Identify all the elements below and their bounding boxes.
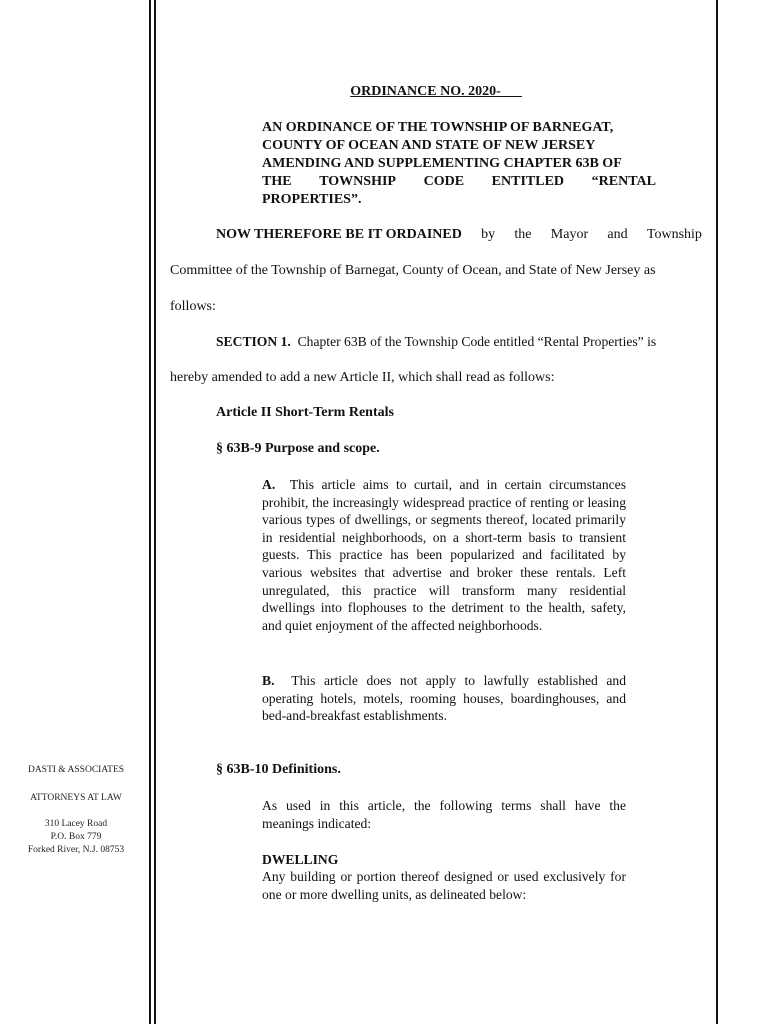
firm-address-line3: Forked River, N.J. 08753 bbox=[27, 845, 125, 855]
heading-line-1 bbox=[262, 119, 656, 137]
firm-address-line1: 310 Lacey Road bbox=[44, 819, 108, 829]
term-dwelling-label: DWELLING bbox=[262, 852, 339, 867]
ordained-word: and bbox=[607, 227, 628, 242]
definitions-intro: As used in this article, the following terms shall have the meanings indicated: bbox=[262, 798, 626, 831]
section1-text-1: Chapter 63B of the Township Code entitled “Rental Properties” is bbox=[297, 334, 657, 349]
section1-line-2: hereby amended to add a new Article II, which shall read as follows: bbox=[170, 370, 555, 385]
definition-dwelling: Any building or portion thereof designed or used exclusively for one or more dwelling units, as delineated below: bbox=[262, 869, 626, 902]
margin-rule-right bbox=[716, 0, 718, 1024]
heading-line-3-text: AMENDING AND SUPPLEMENTING CHAPTER 63B OF bbox=[262, 156, 622, 171]
ordained-word: Township bbox=[646, 227, 702, 242]
paragraph-a-label: A. bbox=[262, 477, 276, 492]
heading-line-4 bbox=[262, 173, 656, 191]
firm-address-line2: P.O. Box 779 bbox=[50, 832, 102, 842]
ordained-line-2: Committee of the Township of Barnegat, County of Ocean, and State of New Jersey as bbox=[170, 263, 656, 278]
firm-name: DASTI & ASSOCIATES bbox=[27, 765, 125, 775]
heading-line-5: PROPERTIES”. bbox=[262, 192, 362, 207]
ordinance-heading bbox=[262, 119, 656, 209]
heading-word: “RENTAL bbox=[591, 174, 656, 189]
heading-line-3 bbox=[262, 155, 656, 173]
heading-word: THE bbox=[262, 174, 292, 189]
ordained-line-3: follows: bbox=[170, 299, 216, 314]
ordained-lead: NOW THEREFORE BE IT ORDAINED bbox=[216, 227, 462, 242]
section1-label: SECTION 1. bbox=[216, 334, 291, 349]
margin-rule-left-inner bbox=[154, 0, 156, 1024]
section-63b-10-heading: § 63B-10 Definitions. bbox=[216, 762, 341, 777]
paragraph-b bbox=[262, 672, 626, 725]
ordained-word: Mayor bbox=[550, 227, 589, 242]
ordinance-title-text: ORDINANCE NO. 2020- bbox=[350, 84, 501, 99]
ordinance-title bbox=[170, 84, 702, 100]
section-63b-9-heading: § 63B-9 Purpose and scope. bbox=[216, 441, 380, 456]
heading-word: TOWNSHIP bbox=[319, 174, 396, 189]
section1-line-1 bbox=[216, 334, 702, 350]
ordinance-number-blank: ___ bbox=[500, 84, 522, 99]
heading-word: ENTITLED bbox=[491, 174, 565, 189]
paragraph-a bbox=[262, 476, 626, 634]
margin-rule-left-outer bbox=[149, 0, 151, 1024]
paragraph-b-label: B. bbox=[262, 673, 275, 688]
heading-line-1-text: AN ORDINANCE OF THE TOWNSHIP OF BARNEGAT, bbox=[262, 120, 614, 135]
ordained-word: by bbox=[481, 227, 496, 242]
term-dwelling bbox=[262, 851, 626, 869]
article-heading: Article II Short-Term Rentals bbox=[216, 405, 394, 420]
ordained-line-1 bbox=[216, 227, 702, 243]
firm-role: ATTORNEYS AT LAW bbox=[30, 793, 122, 803]
paragraph-a-text: This article aims to curtail, and in certain circumstances prohibit, the increasingly widespread practice of renting or leasing various types of dwellings, or segments thereof, located primarily in residential neighborhoods, on a short-term basis to transient guests. This practice has been popularized and facilitated by various websites that advertise and broker these rentals. Left unregulated, this practice will transform many residential dwellings into flophouses to the detriment to the health, safety, and quiet enjoyment of the affected neighborhoods. bbox=[262, 477, 626, 633]
ordained-word: the bbox=[514, 227, 532, 242]
heading-line-2-text: COUNTY OF OCEAN AND STATE OF NEW JERSEY bbox=[262, 138, 596, 153]
heading-word: CODE bbox=[423, 174, 465, 189]
heading-line-2 bbox=[262, 137, 656, 155]
paragraph-b-text: This article does not apply to lawfully established and operating hotels, motels, rooming houses, boardinghouses, and bed-and-breakfast establishments. bbox=[262, 673, 626, 724]
